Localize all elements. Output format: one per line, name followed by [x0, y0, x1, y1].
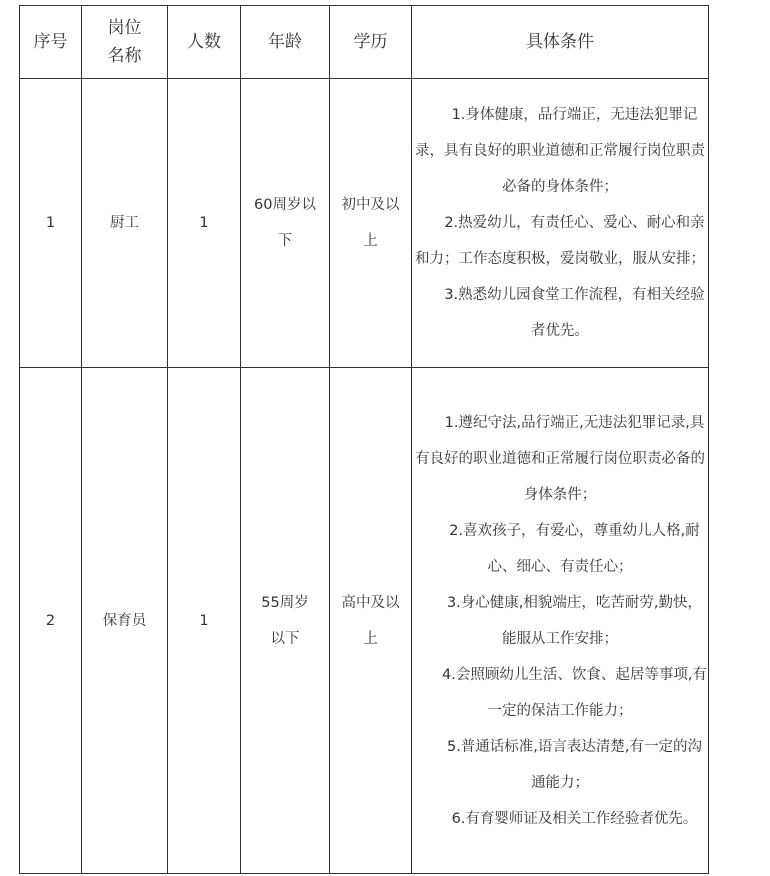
condition-item: 1.遵纪守法,品行端正,无违法犯罪记录,具有良好的职业道德和正常履行岗位职责必备的身体条件；	[415, 414, 705, 503]
cell-count: 1	[168, 79, 241, 368]
condition-item: 3.身心健康,相貌端庄，吃苦耐劳,勤快，能服从工作安排；	[446, 594, 703, 647]
cell-post: 厨工	[82, 79, 168, 368]
table-header-row	[20, 6, 709, 79]
condition-item: 1.身体健康，品行端正，无违法犯罪记录，具有良好的职业道德和正常履行岗位职责必备的身体条件；	[415, 107, 705, 195]
condition-item: 3.熟悉幼儿园食堂工作流程，有相关经验者优先。	[444, 287, 705, 339]
header-post-line1: 岗位	[107, 18, 142, 38]
condition-item: 4.会照顾幼儿生活、饮食、起居等事项,有一定的保洁工作能力；	[442, 666, 707, 719]
cell-education: 高中及以上	[330, 368, 412, 874]
header-education: 学历	[330, 6, 412, 79]
table-row	[20, 79, 709, 368]
cell-age: 60周岁以下	[241, 79, 330, 368]
header-post-line2: 名称	[107, 46, 142, 66]
header-count: 人数	[168, 6, 241, 79]
condition-item: 2.喜欢孩子，有爱心，尊重幼儿人格,耐心、细心、有责任心；	[449, 522, 700, 575]
cell-education: 初中及以上	[330, 79, 412, 368]
cell-count: 1	[168, 368, 241, 874]
condition-item: 5.普通话标准,语言表达清楚,有一定的沟通能力；	[446, 738, 703, 791]
cell-conditions	[412, 368, 709, 874]
cell-post: 保育员	[82, 368, 168, 874]
header-post	[82, 6, 168, 79]
condition-item: 6.有育婴师证及相关工作经验者优先。	[451, 810, 698, 827]
cell-age: 55周岁以下	[241, 368, 330, 874]
condition-item: 2.热爱幼儿，有责任心、爱心、耐心和亲和力；工作态度积极，爱岗敬业，服从安排；	[415, 215, 705, 267]
cell-index: 2	[20, 368, 82, 874]
cell-index: 1	[20, 79, 82, 368]
table-row	[20, 368, 709, 874]
cell-conditions	[412, 79, 709, 368]
header-conditions: 具体条件	[412, 6, 709, 79]
header-index: 序号	[20, 6, 82, 79]
recruitment-table	[19, 5, 709, 874]
header-age: 年龄	[241, 6, 330, 79]
